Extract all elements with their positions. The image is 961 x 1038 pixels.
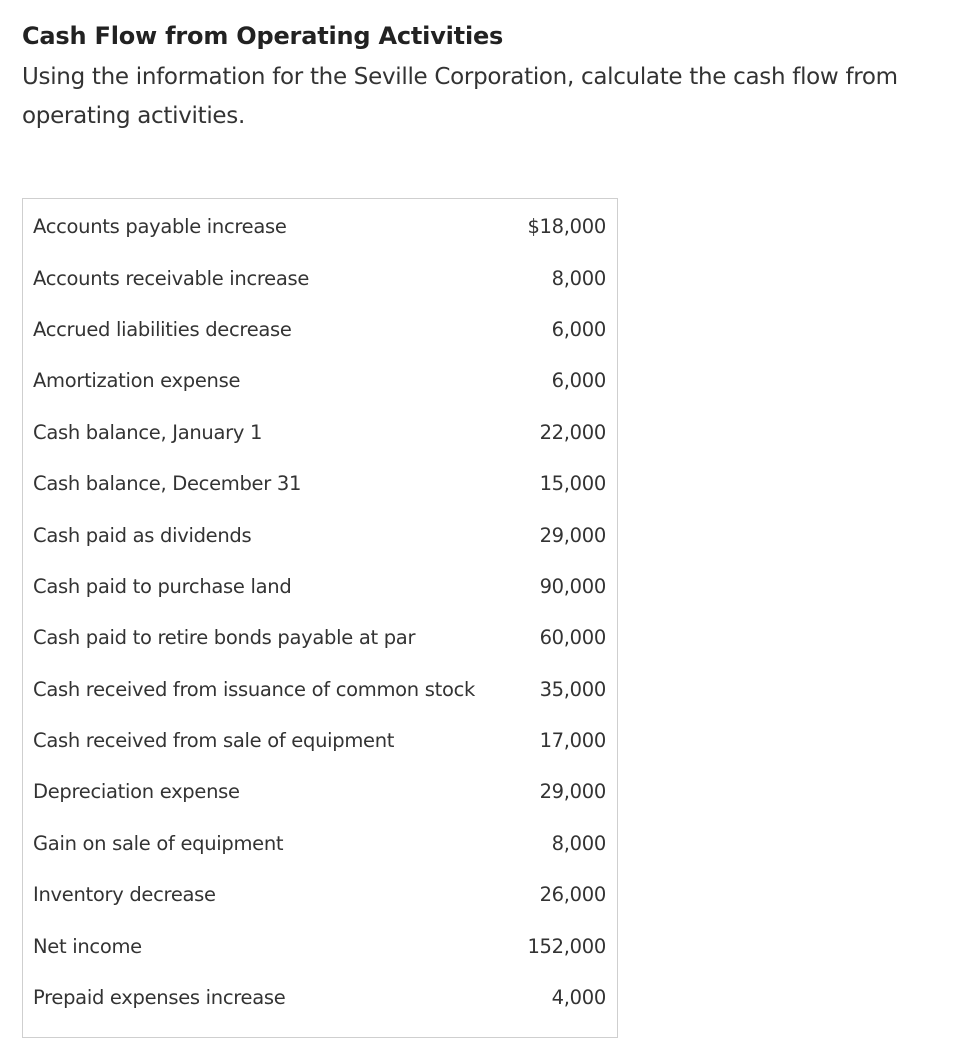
row-amount: 17,000 bbox=[539, 729, 606, 753]
row-label: Cash received from issuance of common stock bbox=[33, 677, 475, 701]
table-row bbox=[23, 509, 617, 560]
row-amount: 90,000 bbox=[539, 574, 606, 598]
row-amount: 152,000 bbox=[527, 934, 606, 958]
row-label: Cash balance, January 1 bbox=[33, 420, 263, 444]
row-label: Accounts receivable increase bbox=[33, 266, 310, 290]
row-amount: 6,000 bbox=[551, 317, 606, 341]
row-label: Accounts payable increase bbox=[33, 215, 287, 239]
row-label: Accrued liabilities decrease bbox=[33, 317, 292, 341]
table-row bbox=[23, 458, 617, 509]
row-label: Amortization expense bbox=[33, 369, 241, 393]
table-row bbox=[23, 612, 617, 663]
row-amount: 4,000 bbox=[551, 986, 606, 1010]
row-label: Net income bbox=[33, 934, 142, 958]
table-row bbox=[23, 355, 617, 406]
row-label: Cash received from sale of equipment bbox=[33, 729, 395, 753]
row-amount: 8,000 bbox=[551, 831, 606, 855]
table-row bbox=[23, 201, 617, 252]
row-label: Cash paid to retire bonds payable at par bbox=[33, 626, 416, 650]
table-row bbox=[23, 304, 617, 355]
row-label: Cash balance, December 31 bbox=[33, 472, 302, 496]
row-amount: 60,000 bbox=[539, 626, 606, 650]
table-row bbox=[23, 972, 617, 1023]
row-label: Prepaid expenses increase bbox=[33, 986, 286, 1010]
row-label: Cash paid to purchase land bbox=[33, 574, 292, 598]
row-label: Depreciation expense bbox=[33, 780, 240, 804]
row-amount: 29,000 bbox=[539, 780, 606, 804]
table-row bbox=[23, 869, 617, 920]
row-amount: 26,000 bbox=[539, 883, 606, 907]
table-row bbox=[23, 561, 617, 612]
table-row bbox=[23, 715, 617, 766]
data-table-body bbox=[23, 201, 617, 1023]
row-label: Inventory decrease bbox=[33, 883, 216, 907]
table-row bbox=[23, 766, 617, 817]
problem-instructions: Using the information for the Seville Corporation, calculate the cash flow from operating activities. bbox=[22, 64, 898, 129]
table-row bbox=[23, 407, 617, 458]
row-amount: 8,000 bbox=[551, 266, 606, 290]
table-row bbox=[23, 252, 617, 303]
row-label: Cash paid as dividends bbox=[33, 523, 252, 547]
row-label: Gain on sale of equipment bbox=[33, 831, 284, 855]
row-amount: 29,000 bbox=[539, 523, 606, 547]
page-title: Cash Flow from Operating Activities bbox=[22, 22, 504, 50]
table-row bbox=[23, 664, 617, 715]
data-table bbox=[22, 198, 618, 1038]
row-amount: 15,000 bbox=[539, 472, 606, 496]
row-amount: $18,000 bbox=[527, 215, 606, 239]
row-amount: 22,000 bbox=[539, 420, 606, 444]
table-row bbox=[23, 818, 617, 869]
row-amount: 35,000 bbox=[539, 677, 606, 701]
table-row bbox=[23, 920, 617, 971]
row-amount: 6,000 bbox=[551, 369, 606, 393]
